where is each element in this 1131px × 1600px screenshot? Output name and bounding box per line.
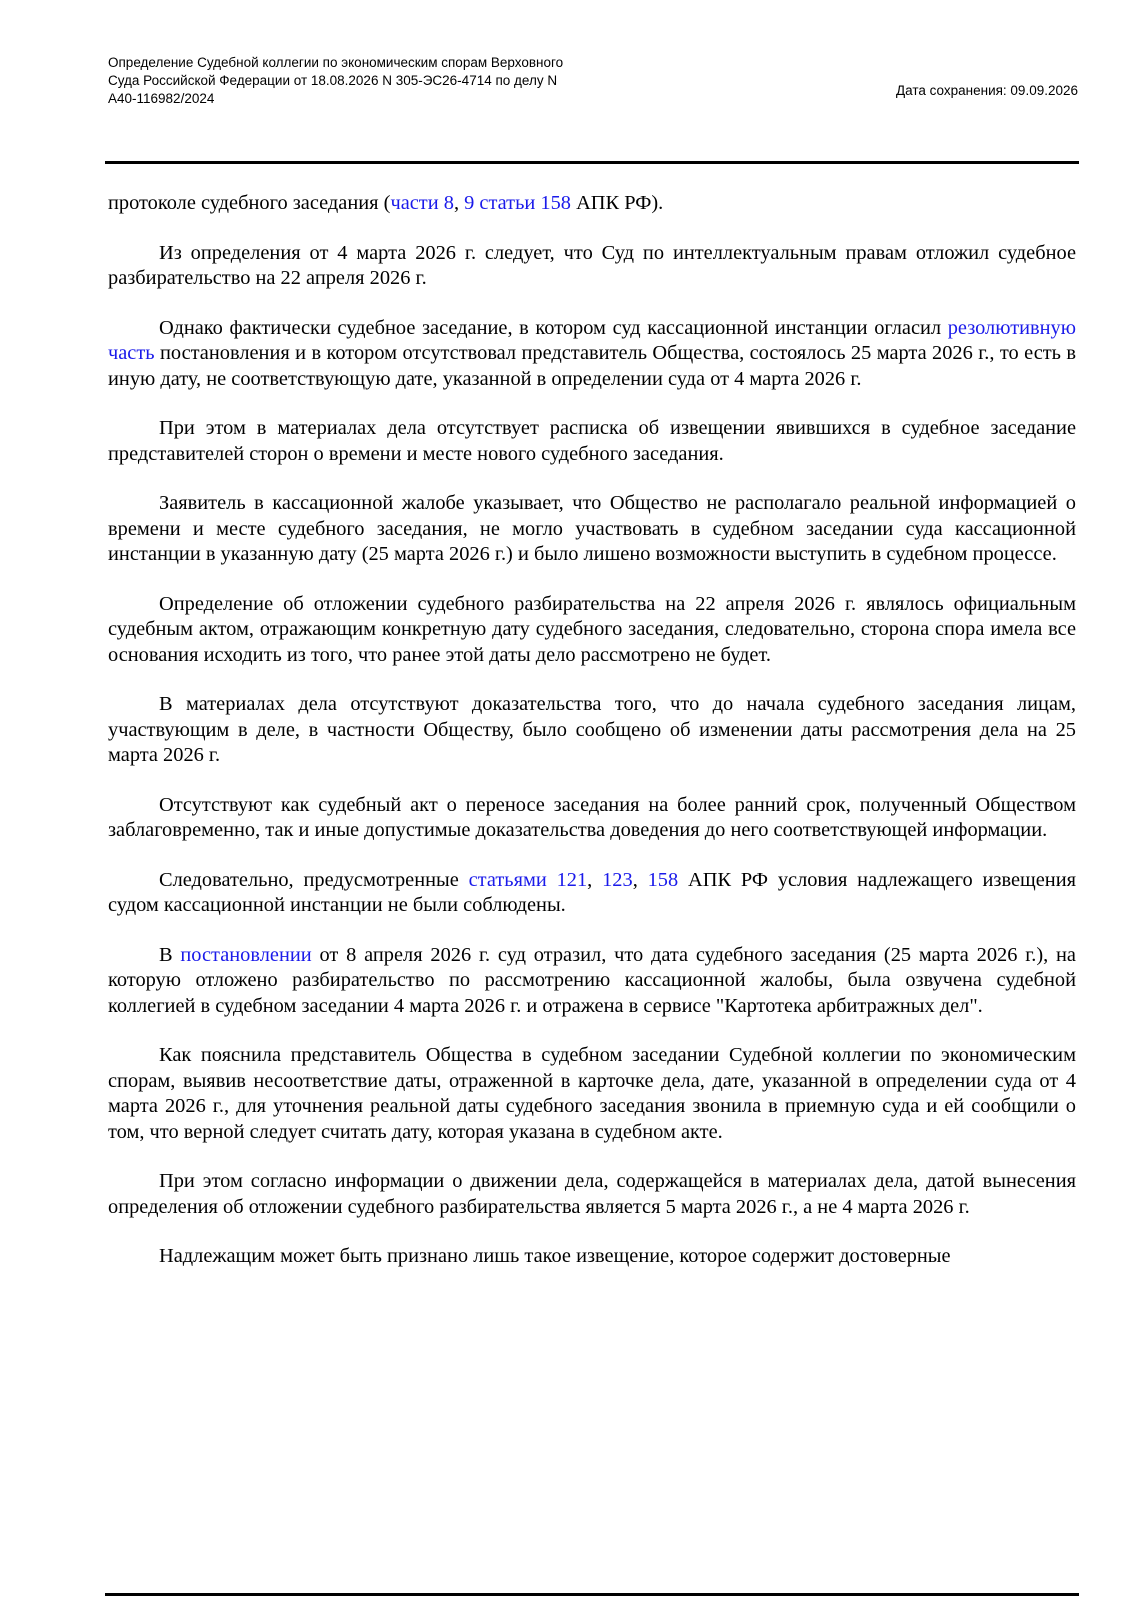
paragraph bbox=[108, 943, 1076, 1020]
paragraph-text: Однако фактически судебное заседание, в котором суд кассационной инстанции огласил bbox=[159, 316, 948, 339]
paragraph-text: При этом согласно информации о движении дела, содержащейся в материалах дела, датой вынесения определения об отложении судебного разбирательства является 5 марта 2026 г., а не 4 марта 2026 г. bbox=[108, 1170, 1076, 1218]
paragraph-text: Следовательно, предусмотренные bbox=[159, 868, 469, 891]
document-header bbox=[108, 54, 1078, 108]
paragraph-text: , bbox=[453, 192, 465, 214]
paragraph-text: Из определения от 4 марта 2026 г. следует, что Суд по интеллектуальным правам отложил судебное разбирательство на 22 апреля 2026 г. bbox=[108, 241, 1076, 289]
paragraph-text: Отсутствуют как судебный акт о переносе заседания на более ранний срок, полученный Обществом заблаговременно, так и иные допустимые доказательства доведения до него соответствующей информации. bbox=[108, 793, 1076, 841]
paragraph bbox=[108, 416, 1076, 467]
paragraph-text: Надлежащим может быть признано лишь такое извещение, которое содержит достоверные bbox=[159, 1245, 951, 1267]
paragraph-text: протоколе судебного заседания ( bbox=[108, 192, 391, 214]
paragraph-text: При этом в материалах дела отсутствует расписка об извещении явившихся в судебное заседание представителей сторон о времени и месте нового судебного заседания. bbox=[108, 417, 1076, 465]
paragraph bbox=[108, 1043, 1076, 1145]
save-date: Дата сохранения: 09.09.2026 bbox=[895, 83, 1078, 98]
document-title bbox=[108, 54, 668, 108]
document-title-line: Определение Судебной коллегии по экономическим спорам Верховного bbox=[108, 55, 564, 70]
paragraph-text: постановления и в котором отсутствовал представитель Общества, состоялось 25 марта 2026 г., то есть в иную дату, не соответствующую дате, указанной в определении суда от 4 марта 2026 г. bbox=[108, 342, 1076, 390]
document-body bbox=[108, 191, 1076, 1294]
legal-reference-link[interactable]: 158 bbox=[647, 868, 679, 891]
paragraph-text: АПК РФ условия надлежащего извещения судом кассационной инстанции не были соблюдены. bbox=[108, 868, 1076, 916]
footer-divider bbox=[105, 1593, 1079, 1596]
legal-reference-link[interactable]: части 8 bbox=[390, 192, 454, 214]
paragraph-text: В bbox=[159, 943, 181, 966]
paragraph bbox=[108, 316, 1076, 393]
paragraph bbox=[108, 592, 1076, 669]
paragraph-text: , bbox=[587, 868, 603, 891]
legal-reference-link[interactable]: статьями 121 bbox=[468, 868, 588, 891]
document-title-line: Суда Российской Федерации от 18.08.2026 N 305-ЭС26-4714 по делу N bbox=[108, 73, 558, 88]
paragraph-text: , bbox=[632, 868, 648, 891]
header-divider bbox=[105, 161, 1079, 164]
paragraph bbox=[108, 692, 1076, 769]
paragraph bbox=[108, 868, 1076, 919]
paragraph-text: Заявитель в кассационной жалобе указывает, что Общество не располагало реальной информацией о времени и месте судебного заседания, не могло участвовать в судебном заседании суда кассационной инстанции в указанную дату (25 марта 2026 г.) и было лишено возможности выступить в судебном процессе. bbox=[108, 492, 1076, 565]
paragraph-text: АПК РФ). bbox=[570, 192, 664, 214]
legal-reference-link[interactable]: постановлении bbox=[180, 943, 312, 966]
paragraph bbox=[108, 793, 1076, 844]
paragraph-text: Определение об отложении судебного разбирательства на 22 апреля 2026 г. являлось официальным судебным актом, отражающим конкретную дату судебного заседания, следовательно, сторона спора имела все основания исходить из того, что ранее этой даты дело рассмотрено не будет. bbox=[108, 592, 1076, 666]
paragraph bbox=[108, 241, 1076, 292]
paragraph bbox=[108, 1169, 1076, 1220]
paragraph bbox=[108, 191, 1076, 217]
paragraph-text: В материалах дела отсутствуют доказательства того, что до начала судебного заседания лицам, участвующим в деле, в частности Обществу, было сообщено об изменении даты рассмотрения дела на 25 марта 2026 г. bbox=[108, 693, 1076, 766]
legal-reference-link[interactable]: 123 bbox=[602, 868, 633, 891]
paragraph-text: Как пояснила представитель Общества в судебном заседании Судебной коллегии по экономическим спорам, выявив несоответствие даты, отраженной в карточке дела, дате, указанной в определении суда от 4 марта 2026 г., для уточнения реальной даты судебного заседания звонила в приемную суда и ей сообщили о том, что верной следует считать дату, которая указана в судебном акте. bbox=[108, 1044, 1076, 1143]
paragraph bbox=[108, 1244, 1076, 1270]
document-title-line: А40-116982/2024 bbox=[108, 91, 215, 106]
legal-reference-link[interactable]: 9 статьи 158 bbox=[464, 192, 571, 214]
paragraph-text: от 8 апреля 2026 г. суд отразил, что дата судебного заседания (25 марта 2026 г.), на которую отложено разбирательство по рассмотрению кассационной жалобы, была озвучена судебной коллегией в судебном заседании 4 марта 2026 г. и отражена в сервисе "Картотека арбитражных дел". bbox=[108, 943, 1076, 1017]
legal-reference-link[interactable]: резолютивную часть bbox=[108, 316, 1076, 364]
paragraph bbox=[108, 491, 1076, 568]
